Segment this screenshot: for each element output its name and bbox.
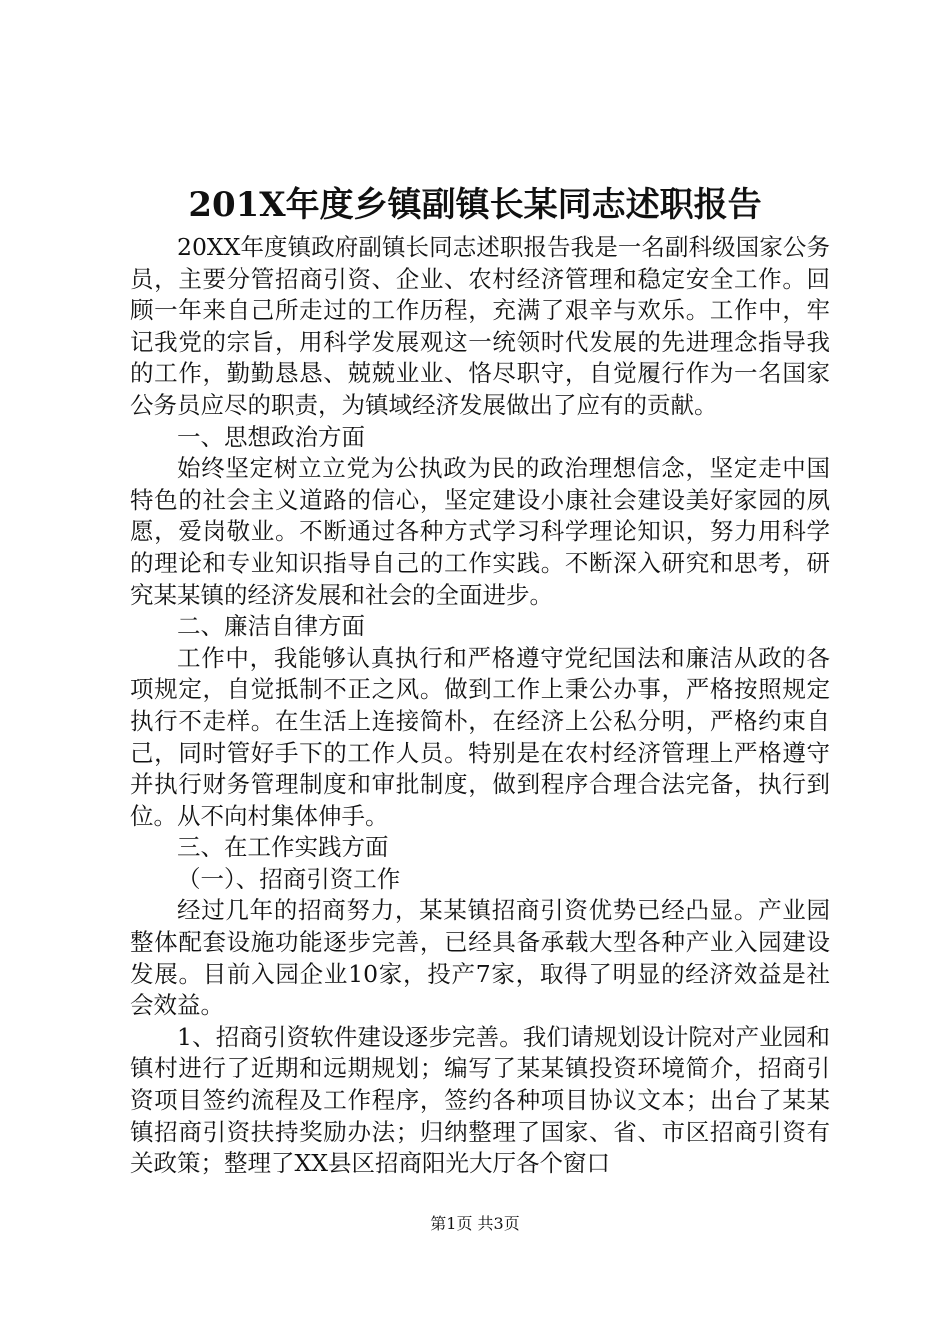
section-heading-integrity: 二、廉洁自律方面 [177, 612, 365, 641]
integrity-paragraph: 工作中，我能够认真执行和严格遵守党纪国法和廉洁从政的各项规定，自觉抵制不正之风。做到工作上秉公办事，严格按照规定执行不走样。在生活上连接简朴，在经济上公私分明，严格约束自己，同时管好手下的工作人员。特别是在农村经济管理上严格遵守并执行财务管理制度和审批制度，做到程序合理合法完备，执行到位。从不向村集体伸手。 [130, 643, 830, 830]
investment-paragraph: 经过几年的招商努力，某某镇招商引资优势已经凸显。产业园整体配套设施功能逐步完善，已经具备承载大型各种产业入园建设发展。目前入园企业10家，投产7家，取得了明显的经济效益是社会效益。 [130, 896, 830, 1020]
political-paragraph: 始终坚定树立立党为公执政为民的政治理想信念，坚定走中国特色的社会主义道路的信心，坚定建设小康社会建设美好家园的夙愿，爱岗敬业。不断通过各种方式学习科学理论知识，努力用科学的理论和专业知识指导自己的工作实践。不断深入研究和思考，研究某某镇的经济发展和社会的全面进步。 [130, 454, 830, 609]
section-heading-practice: 三、在工作实践方面 [177, 833, 389, 862]
page-number-footer: 第1页 共3页 [430, 1214, 520, 1233]
document-title: 201X年度乡镇副镇长某同志述职报告 [188, 185, 762, 225]
document-body [130, 232, 830, 1180]
intro-paragraph: 20XX年度镇政府副镇长同志述职报告我是一名副科级国家公务员，主要分管招商引资、企业、农村经济管理和稳定安全工作。回顾一年来自己所走过的工作历程，充满了艰辛与欢乐。工作中，牢记我党的宗旨，用科学发展观这一统领时代发展的先进理念指导我的工作，勤勤恳恳、兢兢业业、恪尽职守，自觉履行作为一名国家公务员应尽的职责，为镇域经济发展做出了应有的贡献。 [130, 233, 830, 419]
subsection-heading-investment: （一）、招商引资工作 [177, 864, 401, 893]
section-heading-political: 一、思想政治方面 [177, 422, 365, 451]
investment-item-1-paragraph: 1、招商引资软件建设逐步完善。我们请规划设计院对产业园和镇村进行了近期和远期规划；编写了某某镇投资环境简介，招商引资项目签约流程及工作程序，签约各种项目协议文本；出台了某某镇招商引资扶持奖励办法；归纳整理了国家、省、市区招商引资有关政策；整理了XX县区招商阳光大厅各个窗口 [130, 1022, 830, 1178]
